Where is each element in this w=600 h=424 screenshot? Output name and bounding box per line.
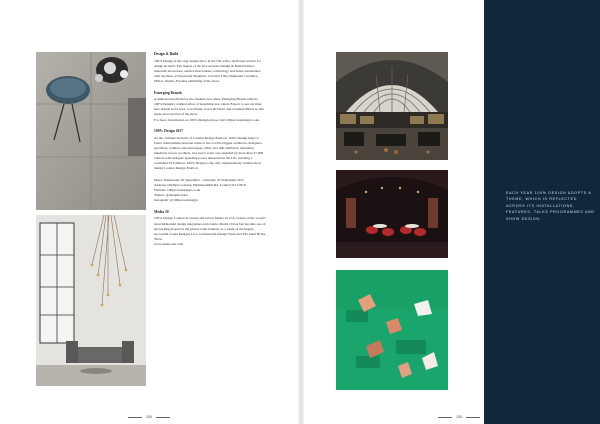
folio-rule (438, 417, 452, 418)
photo-dark-restaurant (336, 170, 448, 258)
photo-olympia-hall (336, 52, 448, 160)
section-body: A dedicated platform for the freshest new ideas, Emerging Brands reflects 100% Design's original ethos of launching new talent. Expect to see exciting new brands Gold Grid, Cara Dunn, Grace & Thorn and Jonathan Pillers in this made-level section of the show. For more information on 100% Design please visit 100percentdesign.co.uk (154, 97, 264, 122)
folio-rule (466, 417, 480, 418)
photo-green-installation (336, 270, 448, 390)
section-heading: Design & Build (154, 52, 179, 56)
page-number-left (128, 415, 170, 419)
section-design-build (154, 52, 266, 84)
section-body: Dates: Wednesday 20 September – Saturday 23 September 2017 Address: Olympia London, Hammersmith Rd, London W14 8UX Website: 100percentdesign.co.uk Twitter: @designlondon Instagram: @100percentdesign (154, 177, 246, 203)
page-number-right (438, 415, 480, 419)
section-body: 100% Design London is owned and run by Media 10 Ltd, owners of the world's most influential design magazines and events. Media 10 has fast become one of the leading players in the global event industry as a result of the hugely successful Grand Designs Live, Clerkenwell Design Week and The Ideal Home Show. www.media-ten.com (154, 216, 266, 246)
folio-rule (128, 417, 142, 418)
article-text (154, 52, 266, 254)
section-body: As the commercial heart of London Design Festival, 100% Design helps to foster relationships between some of the world's biggest architects, designers, specifiers, retailers and developers. With over 400 exhibitors launching hundreds of new products, last year's event was attended by more than 27,000 visitors with delegate spending power measured in the UK, reaching a combined £3.9 billion. 100% Design is the only independently audited show during London Design Festival. (154, 135, 264, 171)
section-heading: Media 10 (154, 209, 169, 214)
section-heading: 100% Design 2017 (154, 129, 184, 134)
section-body: 100% Design is the only design show in the UK with a dedicated section for design & build. The largest of the five sections Design & Build features materials showcases, surface innovations, technology and home automation, with the likes of Stuartrend Neamatic, Creative Tiles, Bluepoint Ceramics, SEKA, Dzemo Facades exhibiting at the show. (154, 58, 261, 83)
section-emerging-brands (154, 91, 266, 123)
section-event-details (154, 178, 266, 203)
section-100-design-2017 (154, 129, 266, 171)
photo-chairs-floor (36, 52, 146, 210)
page-gutter (298, 0, 304, 424)
page-number: 104 (146, 415, 152, 419)
folio-rule (156, 417, 170, 418)
section-media-10 (154, 210, 266, 247)
page-number: 105 (456, 415, 462, 419)
section-heading: Emerging Brands (154, 90, 182, 95)
photo-pendant-lamp-room (36, 215, 146, 386)
side-panel-caption: EACH YEAR 100% DESIGN ADOPTS A THEME, WHICH IS REFLECTED ACROSS ITS INSTALLATIONS, FEATURES, TALKS PROGRAMMES AND SHOW DESIGN. (506, 191, 595, 221)
